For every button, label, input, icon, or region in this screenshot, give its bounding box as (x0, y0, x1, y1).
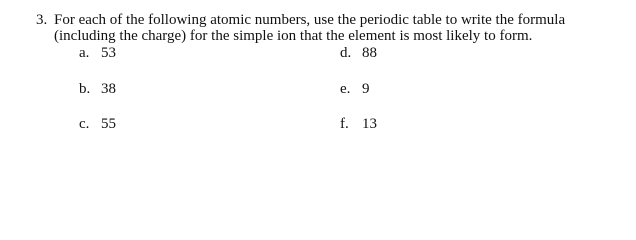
item-value: 88 (362, 45, 377, 61)
item-letter: d. (340, 45, 352, 61)
answer-item-c (79, 115, 116, 133)
item-value: 13 (362, 116, 377, 132)
item-value: 9 (362, 81, 370, 97)
answer-item-d (340, 44, 377, 62)
answer-item-b (79, 80, 116, 98)
item-value: 55 (101, 116, 116, 132)
item-letter: b. (79, 81, 91, 97)
answer-item-e (340, 80, 370, 98)
item-value: 38 (101, 81, 116, 97)
answer-item-f (340, 115, 377, 133)
item-letter: a. (79, 45, 90, 61)
answer-item-a (79, 44, 116, 62)
item-letter: c. (79, 116, 90, 132)
item-letter: e. (340, 81, 351, 97)
question-text-line-2: (including the charge) for the simple ion that the element is most likely to form. (54, 28, 533, 44)
question-text-line-1: For each of the following atomic numbers, use the periodic table to write the formula (54, 12, 566, 28)
item-letter: f. (340, 116, 349, 132)
item-value: 53 (101, 45, 116, 61)
question-number: 3. (36, 12, 48, 28)
